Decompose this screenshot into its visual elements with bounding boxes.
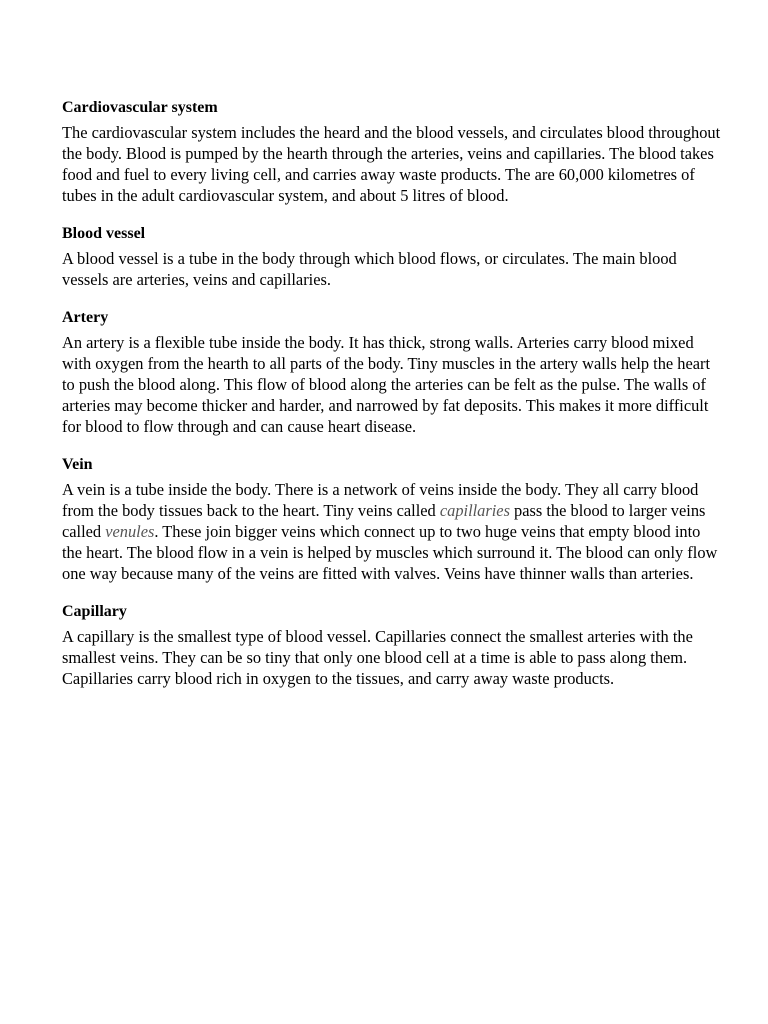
section-artery [62,308,722,437]
body-text: pass the blood to larger veins called [62,501,706,541]
section-vein [62,455,722,584]
section-heading: Blood vessel [62,225,146,242]
section-capillary [62,602,722,689]
term-capillaries: capillaries [439,501,510,520]
body-text: A vein is a tube inside the body. There is a network of veins inside the body. They all carry blood from the body tissues back to the heart. Tiny veins called [62,480,699,520]
section-body: A blood vessel is a tube in the body through which blood flows, or circulates. The main blood vessels are arteries, veins and capillaries. [62,249,677,289]
section-heading: Cardiovascular system [62,99,218,116]
term-venules: venules [105,522,155,541]
section-cardiovascular-system [62,98,722,206]
section-body: A capillary is the smallest type of blood vessel. Capillaries connect the smallest arteries with the smallest veins. They can be so tiny that only one blood cell at a time is able to pass along them. Capillaries carry blood rich in oxygen to the tissues, and carry away waste products. [62,627,693,688]
section-body [62,479,722,584]
section-heading: Capillary [62,603,127,620]
document-page [62,98,722,707]
section-body: An artery is a flexible tube inside the body. It has thick, strong walls. Arteries carry blood mixed with oxygen from the hearth to all parts of the body. Tiny muscles in the artery walls help the heart to push the blood along. This flow of blood along the arteries can be felt as the pulse. The walls of arteries may become thicker and harder, and narrowed by fat deposits. This makes it more difficult for blood to flow through and can cause heart disease. [62,333,711,436]
section-blood-vessel [62,224,722,290]
section-heading: Vein [62,456,93,473]
section-body: The cardiovascular system includes the heard and the blood vessels, and circulates blood throughout the body. Blood is pumped by the hearth through the arteries, veins and capillaries. The blood takes food and fuel to every living cell, and carries away waste products. The are 60,000 kilometres of tubes in the adult cardiovascular system, and about 5 litres of blood. [62,123,721,205]
section-heading: Artery [62,309,109,326]
body-text: . These join bigger veins which connect up to two huge veins that empty blood into the heart. The blood flow in a vein is helped by muscles which surround it. The blood can only flow one way because many of the veins are fitted with valves. Veins have thinner walls than arteries. [62,522,718,583]
